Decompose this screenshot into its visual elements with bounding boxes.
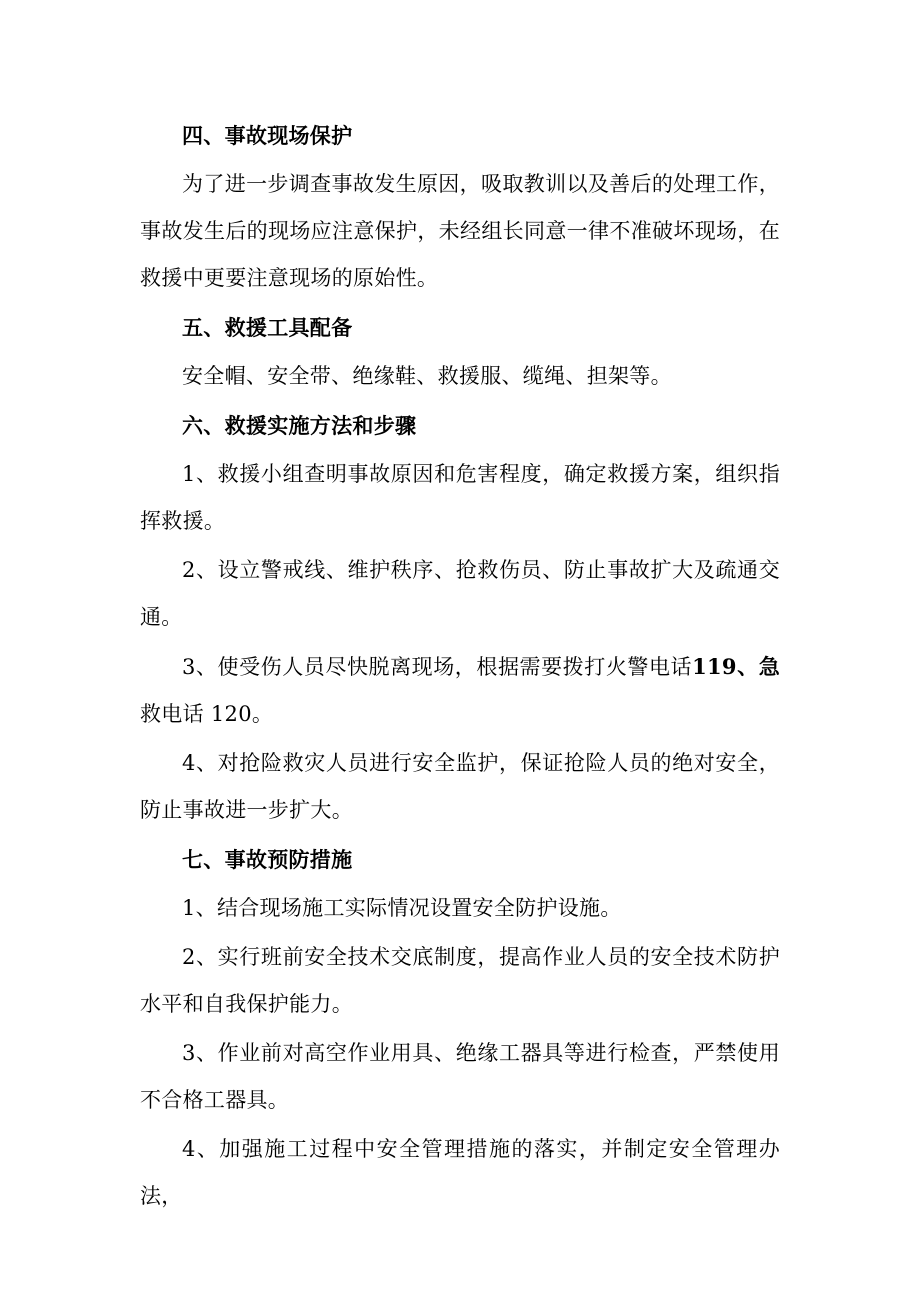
section-6-item-3-text-a: 3、使受伤人员尽快脱离现场，根据需要拨打火警电话 [182,655,693,679]
section-5-text: 安全帽、安全带、绝缘鞋、救援服、缆绳、担架等。 [182,364,672,388]
section-7-item-1: 1、结合现场施工实际情况设置安全防护设施。 [182,896,622,920]
section-6-item-4: 4、对抢险救灾人员进行安全监护，保证抢险人员的绝对安全，防止事故进一步扩大。 [140,751,780,822]
section-6-title: 六、救援实施方法和步骤 [182,413,417,438]
section-6-item-3-bold-text: 119、急 [692,654,780,679]
section-7-item-2: 2、实行班前安全技术交底制度，提高作业人员的安全技术防护水平和自我保护能力。 [140,945,780,1016]
document-page [140,112,780,1222]
section-6-item-3-text-c: 救电话 120。 [140,702,274,726]
section-4-text: 为了进一步调查事故发生原因，吸取教训以及善后的处理工作，事故发生后的现场应注意保护，未经组长同意一律不准破坏现场，在救援中更要注意现场的原始性。 [140,172,780,290]
section-6-item-1: 1、救援小组查明事故原因和危害程度，确定救援方案，组织指挥救援。 [140,462,780,533]
section-7-item-3: 3、作业前对高空作业用具、绝缘工器具等进行检查，严禁使用不合格工器具。 [140,1041,780,1112]
section-6-item-2: 2、设立警戒线、维护秩序、抢救伤员、防止事故扩大及疏通交通。 [140,558,780,629]
section-4-title: 四、事故现场保护 [182,123,353,148]
section-7-item-4: 4、加强施工过程中安全管理措施的落实，并制定安全管理办法， [140,1137,780,1208]
section-6-item-3 [140,643,780,738]
section-7-title: 七、事故预防措施 [182,847,353,872]
section-5-title: 五、救援工具配备 [182,315,353,340]
